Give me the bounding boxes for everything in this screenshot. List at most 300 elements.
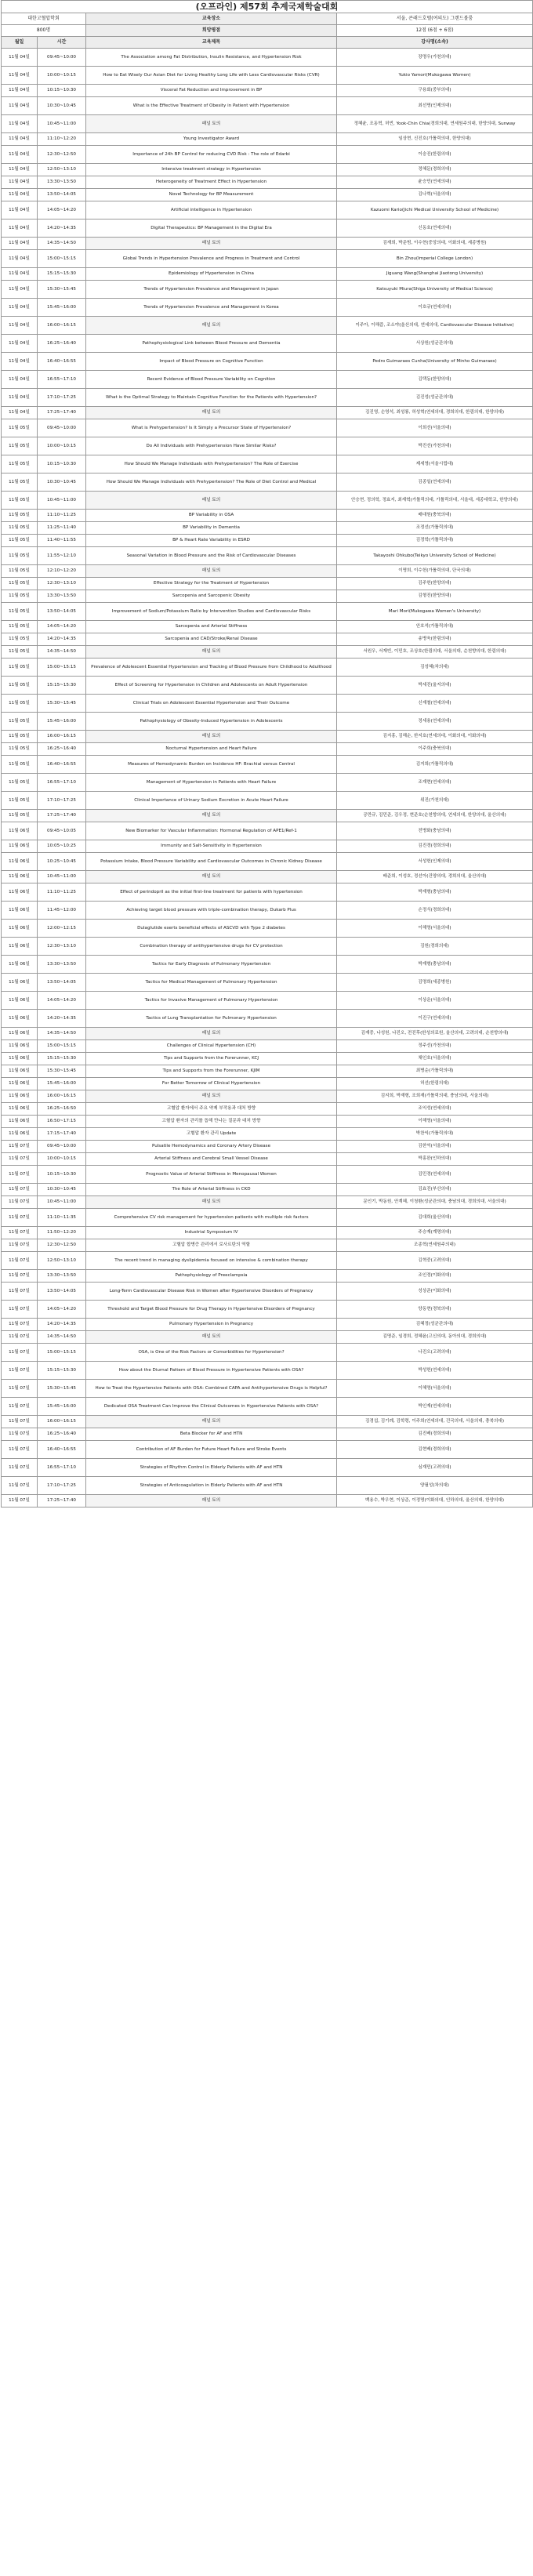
table-row [2, 67, 533, 85]
cell-date: 11월 05일 [2, 578, 38, 590]
table-row [2, 164, 533, 176]
cell-topic: Prevalence of Adolescent Essential Hypertension and Tracking of Blood Pressure from Childhood to Adulthood [86, 659, 337, 677]
cell-time: 14:05~14:20 [38, 1301, 86, 1319]
cell-topic: 패널 토의 [86, 871, 337, 883]
table-row [2, 902, 533, 920]
table-row [2, 938, 533, 956]
cell-time: 16:40~16:55 [38, 756, 86, 774]
cell-topic: How to Eat Wisely Our Asian Diet for Living Healthy Long Life with Less Cardiovascular Risks (CVR) [86, 67, 337, 85]
cell-lecturer: 조익성(연세의대) [337, 1103, 533, 1116]
cell-topic: Dedicated OSA Treatment Can Improve the Clinical Outcomes in Hypertensive Patients with OSA? [86, 1398, 337, 1416]
cell-lecturer: 정혜윤, 조동혁, 허빈, Yook-Chin Chia(경희의대, 연세원주의대, 한양의대, Sunway [337, 115, 533, 133]
cell-lecturer: Katsuyuki Miura(Shiga University of Medical Science) [337, 281, 533, 299]
cell-time: 12:50~13:10 [38, 164, 86, 176]
cell-time: 12:30~12:50 [38, 1239, 86, 1252]
cell-date: 11월 06일 [2, 938, 38, 956]
cell-time: 11:55~12:10 [38, 547, 86, 565]
cell-date: 11월 06일 [2, 992, 38, 1010]
cell-lecturer: 조인정(이화의대) [337, 1270, 533, 1283]
table-row [2, 992, 533, 1010]
cell-time: 15:30~15:45 [38, 281, 86, 299]
cell-time: 15:30~15:45 [38, 695, 86, 713]
cell-time: 15:00~15:15 [38, 250, 86, 268]
cell-lecturer: 안호석(가톨릭의대) [337, 621, 533, 633]
table-row [2, 792, 533, 810]
cell-topic: Seasonal Variation in Blood Pressure and the Risk of Cardiovascular Diseases [86, 547, 337, 565]
cell-lecturer: 이주희(충북의대) [337, 743, 533, 756]
cell-topic: Long-Term Cardiovascular Disease Risk in Women after Hypertensive Disorders of Pregnancy [86, 1283, 337, 1301]
cell-topic: What is Prehypertension? Is It Simply a Precursor State of Hypertension? [86, 419, 337, 437]
cell-date: 11월 06일 [2, 1103, 38, 1116]
cell-topic: 고혈압 합병증 관리에서 로사르탄의 역할 [86, 1239, 337, 1252]
cell-date: 11월 05일 [2, 419, 38, 437]
cell-topic: Strategies of Rhythm Control in Elderly Patients with AF and HTN [86, 1459, 337, 1477]
cell-time: 13:50~14:05 [38, 603, 86, 621]
cell-time: 15:45~16:00 [38, 713, 86, 731]
cell-lecturer: 배준희, 이성호, 정선아(건양의대, 경희의대, 울산의대) [337, 871, 533, 883]
cell-date: 11월 05일 [2, 633, 38, 646]
cell-time: 10:05~10:25 [38, 840, 86, 853]
cell-lecturer: 박홍완(인하의대) [337, 1153, 533, 1166]
cell-time: 16:55~17:10 [38, 774, 86, 792]
cell-time: 10:15~10:30 [38, 1166, 86, 1184]
table-row [2, 774, 533, 792]
cell-time: 10:00~10:15 [38, 1153, 86, 1166]
cell-time: 15:45~16:00 [38, 1078, 86, 1090]
organizer-name: 대한고혈압학회 [2, 13, 86, 25]
cell-date: 11월 04일 [2, 335, 38, 353]
cell-lecturer: 제세영(서울시립대) [337, 455, 533, 473]
cell-lecturer: 박세진(울지의대) [337, 677, 533, 695]
cell-lecturer: 김지희(가톨릭의대) [337, 756, 533, 774]
cell-topic: New Biomarker for Vascular Inflammation: Hormonal Regulation of APE1/Ref-1 [86, 822, 337, 840]
table-row [2, 419, 533, 437]
cell-topic: BP Variability in Dementia [86, 522, 337, 535]
cell-lecturer: 김주헌(한양의대) [337, 578, 533, 590]
cell-date: 11월 04일 [2, 250, 38, 268]
cell-time: 16:40~16:55 [38, 1441, 86, 1459]
table-row [2, 1103, 533, 1116]
cell-lecturer: 이주아, 이해즙, 조소야(울산의대, 연세의대, Cardiovascular Disease Initiative) [337, 317, 533, 335]
cell-lecturer: 조종혁(연세원주의대) [337, 1239, 533, 1252]
cell-time: 10:30~10:45 [38, 97, 86, 115]
cell-time: 09:45~10:00 [38, 1141, 86, 1153]
cell-lecturer: 이혜영(서울의대) [337, 1380, 533, 1398]
cell-lecturer: 허선(한림의대) [337, 1078, 533, 1090]
cell-date: 11월 05일 [2, 437, 38, 455]
cell-time: 17:15~17:40 [38, 1128, 86, 1141]
table-row [2, 1053, 533, 1065]
cell-topic: Combination therapy of antihypertensive drugs for CV protection [86, 938, 337, 956]
cell-lecturer: 김진배(경희의대) [337, 1428, 533, 1441]
column-header-lecturer: 강사명(소속) [337, 37, 533, 49]
cell-date: 11월 04일 [2, 85, 38, 97]
table-row [2, 353, 533, 371]
cell-time: 15:15~15:30 [38, 677, 86, 695]
table-row [2, 1441, 533, 1459]
cell-time: 16:55~17:10 [38, 1459, 86, 1477]
cell-time: 15:00~15:15 [38, 1040, 86, 1053]
cell-topic: Tips and Supports from the Forerunner, KJIM [86, 1065, 337, 1078]
cell-lecturer: 김종일(연세의대) [337, 473, 533, 492]
cell-topic: Trends of Hypertension Prevalence and Management in Korea [86, 299, 337, 317]
table-row [2, 1252, 533, 1270]
cell-lecturer: 서성헌(인제의대) [337, 853, 533, 871]
table-row [2, 1065, 533, 1078]
cell-date: 11월 07일 [2, 1344, 38, 1362]
cell-date: 11월 06일 [2, 1010, 38, 1028]
cell-date: 11월 05일 [2, 510, 38, 522]
cell-time: 12:00~12:15 [38, 920, 86, 938]
cell-date: 11월 05일 [2, 565, 38, 578]
cell-time: 14:05~14:20 [38, 621, 86, 633]
cell-date: 11월 05일 [2, 677, 38, 695]
cell-lecturer: 채인호(서울의대) [337, 1053, 533, 1065]
cell-lecturer: 이희선(서울의대) [337, 419, 533, 437]
cell-topic: 패널 토의 [86, 731, 337, 743]
cell-date: 11월 06일 [2, 974, 38, 992]
cell-date: 11월 07일 [2, 1319, 38, 1331]
cell-time: 10:15~10:30 [38, 455, 86, 473]
cell-date: 11월 06일 [2, 1028, 38, 1040]
cell-lecturer: Bin Zhou(Imperial College London) [337, 250, 533, 268]
cell-date: 11월 05일 [2, 774, 38, 792]
cell-time: 16:55~17:10 [38, 371, 86, 389]
cell-topic: 패널 토의 [86, 115, 337, 133]
table-row [2, 578, 533, 590]
table-row [2, 299, 533, 317]
cell-lecturer: 양필성(차의대) [337, 1477, 533, 1495]
cell-lecturer: 김지희, 박재형, 조희재(가톨릭의대, 충남의대, 서울의대) [337, 1090, 533, 1103]
cell-date: 11월 04일 [2, 268, 38, 281]
cell-time: 10:30~10:45 [38, 473, 86, 492]
cell-lecturer: 김나혁(서울의대) [337, 189, 533, 201]
cell-lecturer: 김민경(연세의대) [337, 1166, 533, 1184]
cell-lecturer: Kazuomi Kario(Jichi Medical University School of Medicine) [337, 201, 533, 220]
cell-topic: Tactics of Lung Transplantation for Pulmonary Hypertension [86, 1010, 337, 1028]
cell-lecturer: 이명희, 이수헌(가톨릭의대, 단국의대) [337, 565, 533, 578]
cell-lecturer: 김혁중(고려의대) [337, 1252, 533, 1270]
cell-time: 11:50~12:20 [38, 1227, 86, 1239]
cell-time: 13:50~14:05 [38, 1283, 86, 1301]
cell-time: 11:45~12:00 [38, 902, 86, 920]
cell-topic: Arterial Stiffness and Cerebral Small Vessel Disease [86, 1153, 337, 1166]
cell-date: 11월 04일 [2, 97, 38, 115]
cell-lecturer: 김혜정(성균관의대) [337, 1319, 533, 1331]
cell-date: 11월 06일 [2, 956, 38, 974]
cell-topic: Challenges of Clinical Hypertension (CH) [86, 1040, 337, 1053]
cell-date: 11월 05일 [2, 492, 38, 510]
cell-lecturer: 서원우, 서재빈, 이민호, 조상호(한림의대, 서울의대, 순천향의대, 한림의대) [337, 646, 533, 659]
cell-lecturer: 김한억(서울의대) [337, 1141, 533, 1153]
cell-time: 16:00~16:15 [38, 1416, 86, 1428]
table-row [2, 1128, 533, 1141]
table-row [2, 956, 533, 974]
cell-topic: BP Variability in OSA [86, 510, 337, 522]
cell-lecturer: 주승재(계명의대) [337, 1227, 533, 1239]
cell-topic: What is the Optimal Strategy to Maintain Cognitive Function for the Patients with Hypertension? [86, 389, 337, 407]
cell-topic: Prognostic Value of Arterial Stiffness in Menopausal Women [86, 1166, 337, 1184]
table-row [2, 1239, 533, 1252]
cell-lecturer: 박재형(충남의대) [337, 956, 533, 974]
cell-date: 11월 07일 [2, 1153, 38, 1166]
table-row [2, 1428, 533, 1441]
cell-date: 11월 07일 [2, 1209, 38, 1227]
table-row [2, 920, 533, 938]
cell-topic: Effect of perindopril as the initial first-line treatment for patients with hypertension [86, 883, 337, 902]
cell-lecturer: 김진경(경희의대) [337, 840, 533, 853]
cell-date: 11월 06일 [2, 1053, 38, 1065]
cell-date: 11월 04일 [2, 371, 38, 389]
cell-date: 11월 06일 [2, 920, 38, 938]
cell-time: 14:35~14:50 [38, 1331, 86, 1344]
cell-date: 11월 05일 [2, 590, 38, 603]
table-row [2, 535, 533, 547]
cell-lecturer: 양동현(경북의대) [337, 1301, 533, 1319]
cell-lecturer: 김형진(한양의대) [337, 590, 533, 603]
table-row [2, 713, 533, 731]
table-row [2, 756, 533, 774]
cell-lecturer: 구용회(중부의대) [337, 85, 533, 97]
cell-time: 16:50~17:15 [38, 1116, 86, 1128]
cell-date: 11월 05일 [2, 756, 38, 774]
cell-time: 09:45~10:00 [38, 419, 86, 437]
table-row [2, 1283, 533, 1301]
cell-lecturer: 위진(가천의대) [337, 792, 533, 810]
cell-time: 13:30~13:50 [38, 590, 86, 603]
table-row [2, 1028, 533, 1040]
table-row [2, 1301, 533, 1319]
cell-time: 15:15~15:30 [38, 1362, 86, 1380]
cell-topic: Trends of Hypertension Prevalence and Management in Japan [86, 281, 337, 299]
cell-time: 14:05~14:20 [38, 992, 86, 1010]
cell-topic: 패널 토의 [86, 317, 337, 335]
table-row [2, 1495, 533, 1508]
cell-lecturer: 서상원(성균관의대) [337, 335, 533, 353]
cell-time: 10:00~10:15 [38, 67, 86, 85]
cell-date: 11월 07일 [2, 1301, 38, 1319]
cell-lecturer: 박찬익(가톨릭의대) [337, 1128, 533, 1141]
table-row [2, 1078, 533, 1090]
cell-time: 12:50~13:10 [38, 1252, 86, 1270]
cell-topic: The Association among Fat Distribution, Insulin Resistance, and Hypertension Risk [86, 49, 337, 67]
cell-lecturer: 신동호(연세의대) [337, 220, 533, 238]
cell-time: 13:30~13:50 [38, 956, 86, 974]
cell-topic: How Should We Manage Individuals with Prehypertension? The Role of Diet Control and Medical [86, 473, 337, 492]
cell-lecturer: Pedro Guimaraes Cunha(University of Minho Guimaraes) [337, 353, 533, 371]
cell-time: 17:10~17:25 [38, 1477, 86, 1495]
cell-topic: 고혈압 환자 관리 Update [86, 1128, 337, 1141]
table-row [2, 1010, 533, 1028]
cell-topic: How about the Diurnal Pattern of Blood Pressure in Hypertensive Patients with OSA? [86, 1362, 337, 1380]
table-row [2, 371, 533, 389]
table-row [2, 633, 533, 646]
cell-topic: Achieving target blood pressure with triple-combination therapy, Dukarb Plus [86, 902, 337, 920]
cell-date: 11월 04일 [2, 407, 38, 419]
cell-lecturer: 정혜문(경희의대) [337, 164, 533, 176]
attendee-count: 800명 [2, 25, 86, 37]
cell-date: 11월 07일 [2, 1227, 38, 1239]
cell-date: 11월 06일 [2, 883, 38, 902]
cell-date: 11월 04일 [2, 189, 38, 201]
cell-date: 11월 06일 [2, 853, 38, 871]
cell-lecturer: Yukio Yamori(Mukogawa Women) [337, 67, 533, 85]
cell-topic: Management of Hypertension in Patients with Heart Failure [86, 774, 337, 792]
venue-label: 교육장소 [86, 13, 337, 25]
table-row [2, 810, 533, 822]
info-row-2 [2, 25, 533, 37]
cell-lecturer: 이해영(서울의대) [337, 920, 533, 938]
table-row [2, 840, 533, 853]
table-row [2, 590, 533, 603]
cell-topic: The Role of Arterial Stiffness in CKD [86, 1184, 337, 1196]
table-row [2, 115, 533, 133]
table-row [2, 85, 533, 97]
cell-topic: Effect of Screening for Hypertension in Children and Adolescents on Adult Hypertension [86, 677, 337, 695]
table-row [2, 1477, 533, 1495]
cell-time: 14:20~14:35 [38, 1319, 86, 1331]
cell-topic: 패널 토의 [86, 1416, 337, 1428]
cell-topic: Industrial Symposium IV [86, 1227, 337, 1239]
cell-topic: Pathophysiology of Obesity-Induced Hypertension in Adolescents [86, 713, 337, 731]
cell-date: 11월 07일 [2, 1196, 38, 1209]
cell-topic: 패널 토의 [86, 238, 337, 250]
table-row [2, 1227, 533, 1239]
cell-time: 10:45~11:00 [38, 492, 86, 510]
table-row [2, 974, 533, 992]
cell-time: 12:30~13:10 [38, 578, 86, 590]
cell-topic: Nocturnal Hypertension and Heart Failure [86, 743, 337, 756]
cell-lecturer: Takayoshi Ohkubo(Teikyo University School of Medicine) [337, 547, 533, 565]
cell-lecturer: 김명준, 임경희, 정혜윤(고신의대, 동아의대, 경희의대) [337, 1331, 533, 1344]
cell-time: 14:35~14:50 [38, 1028, 86, 1040]
table-row [2, 176, 533, 189]
cell-date: 11월 05일 [2, 713, 38, 731]
cell-topic: Pathophysiological Link between Blood Pressure and Dementia [86, 335, 337, 353]
cell-time: 12:10~12:20 [38, 565, 86, 578]
cell-topic: Beta Blocker for AF and HTN [86, 1428, 337, 1441]
cell-topic: 패널 토의 [86, 646, 337, 659]
table-row [2, 1184, 533, 1196]
table-row [2, 492, 533, 510]
table-row [2, 1209, 533, 1227]
cell-date: 11월 04일 [2, 115, 38, 133]
cell-date: 11월 06일 [2, 840, 38, 853]
cell-topic: Strategies of Anticoagulation in Elderly Patients with AF and HTN [86, 1477, 337, 1495]
cell-date: 11월 05일 [2, 522, 38, 535]
cell-time: 15:15~15:30 [38, 1053, 86, 1065]
cell-topic: Pathophysiology of Preeclampsia [86, 1270, 337, 1283]
cell-date: 11월 07일 [2, 1416, 38, 1428]
cell-topic: Intensive treatment strategy in Hypertension [86, 164, 337, 176]
cell-topic: 패널 토의 [86, 1028, 337, 1040]
cell-lecturer: 손정식(경희의대) [337, 902, 533, 920]
cell-topic: Importance of 24h BP Control for reducing CVD Risk : The role of Edarbi [86, 146, 337, 164]
cell-date: 11월 06일 [2, 1040, 38, 1053]
cell-date: 11월 06일 [2, 1128, 38, 1141]
table-row [2, 1416, 533, 1428]
column-header-row [2, 37, 533, 49]
cell-lecturer: 최선명(인제의대) [337, 97, 533, 115]
cell-time: 10:45~11:00 [38, 871, 86, 883]
cell-topic: Improvement of Sodium/Potassium Ratio by Intervention Studies and Cardiovascular Risks [86, 603, 337, 621]
cell-topic: BP & Heart Rate Variability in ESRD [86, 535, 337, 547]
cell-time: 17:25~17:40 [38, 407, 86, 419]
cell-date: 11월 04일 [2, 281, 38, 299]
cell-topic: Tactics for Medical Management of Pulmonary Hypertension [86, 974, 337, 992]
cell-date: 11월 04일 [2, 146, 38, 164]
cell-date: 11월 05일 [2, 792, 38, 810]
cell-time: 15:15~15:30 [38, 268, 86, 281]
cell-date: 11월 06일 [2, 1090, 38, 1103]
cell-lecturer: 최병순(가톨릭의대) [337, 1065, 533, 1078]
table-row [2, 146, 533, 164]
table-row [2, 437, 533, 455]
table-row [2, 97, 533, 115]
table-row [2, 473, 533, 492]
cell-date: 11월 05일 [2, 547, 38, 565]
cell-topic: The recent trend in managing dyslipidemia focused on intensive & combination therapy [86, 1252, 337, 1270]
cell-date: 11월 07일 [2, 1495, 38, 1508]
cell-time: 12:30~13:10 [38, 938, 86, 956]
table-row [2, 268, 533, 281]
cell-lecturer: 정주선(가천의대) [337, 1040, 533, 1053]
cell-lecturer: 백용수, 박우현, 이상준, 이정명(이화의대, 인하의대, 울산의대, 한양의대) [337, 1495, 533, 1508]
cell-date: 11월 07일 [2, 1428, 38, 1441]
cell-lecturer: 이해영(서울의대) [337, 1116, 533, 1128]
cell-topic: Sarcopenia and Sarcopenic Obesity [86, 590, 337, 603]
table-row [2, 49, 533, 67]
cell-date: 11월 05일 [2, 621, 38, 633]
cell-time: 15:30~15:45 [38, 1065, 86, 1078]
cell-time: 12:30~12:50 [38, 146, 86, 164]
cell-date: 11월 07일 [2, 1477, 38, 1495]
cell-topic: 패널 토의 [86, 407, 337, 419]
column-header-time: 시간 [38, 37, 86, 49]
cell-topic: OSA, is One of the Risk Factors or Comorbidities for Hypertension? [86, 1344, 337, 1362]
cell-topic: 고혈압 환자에서 주요 약제 부작용과 대처 방향 [86, 1103, 337, 1116]
cell-topic: 패널 토의 [86, 1196, 337, 1209]
cell-lecturer: 김원(경희의대) [337, 938, 533, 956]
cell-topic: Clinical Importance of Urinary Sodium Excretion in Acute Heart Failure [86, 792, 337, 810]
table-row [2, 189, 533, 201]
cell-topic: 패널 토의 [86, 1495, 337, 1508]
cell-topic: Epidemiology of Hypertension in China [86, 268, 337, 281]
cell-lecturer: 공만규, 김민준, 김우정, 현준호(순천향의대, 연세의대, 한양의대, 울산의대) [337, 810, 533, 822]
cell-topic: 패널 토의 [86, 492, 337, 510]
cell-topic: Tips and Supports from the Forerunner, KCJ [86, 1053, 337, 1065]
cell-date: 11월 07일 [2, 1239, 38, 1252]
table-row [2, 731, 533, 743]
cell-date: 11월 04일 [2, 238, 38, 250]
table-row [2, 1040, 533, 1053]
cell-time: 17:10~17:25 [38, 389, 86, 407]
table-row [2, 317, 533, 335]
cell-date: 11월 04일 [2, 201, 38, 220]
cell-topic: For Better Tomorrow of Clinical Hypertension [86, 1078, 337, 1090]
cell-date: 11월 05일 [2, 810, 38, 822]
cell-date: 11월 07일 [2, 1166, 38, 1184]
cell-time: 10:15~10:30 [38, 85, 86, 97]
cell-time: 15:45~16:00 [38, 1398, 86, 1416]
table-row [2, 621, 533, 633]
cell-topic: Pulsatile Hemodynamics and Coronary Artery Disease [86, 1141, 337, 1153]
cell-time: 15:30~15:45 [38, 1380, 86, 1398]
cell-time: 15:45~16:00 [38, 299, 86, 317]
cell-lecturer: 전병화(충남의대) [337, 822, 533, 840]
cell-date: 11월 07일 [2, 1283, 38, 1301]
cell-lecturer: 심재민(고려의대) [337, 1459, 533, 1477]
